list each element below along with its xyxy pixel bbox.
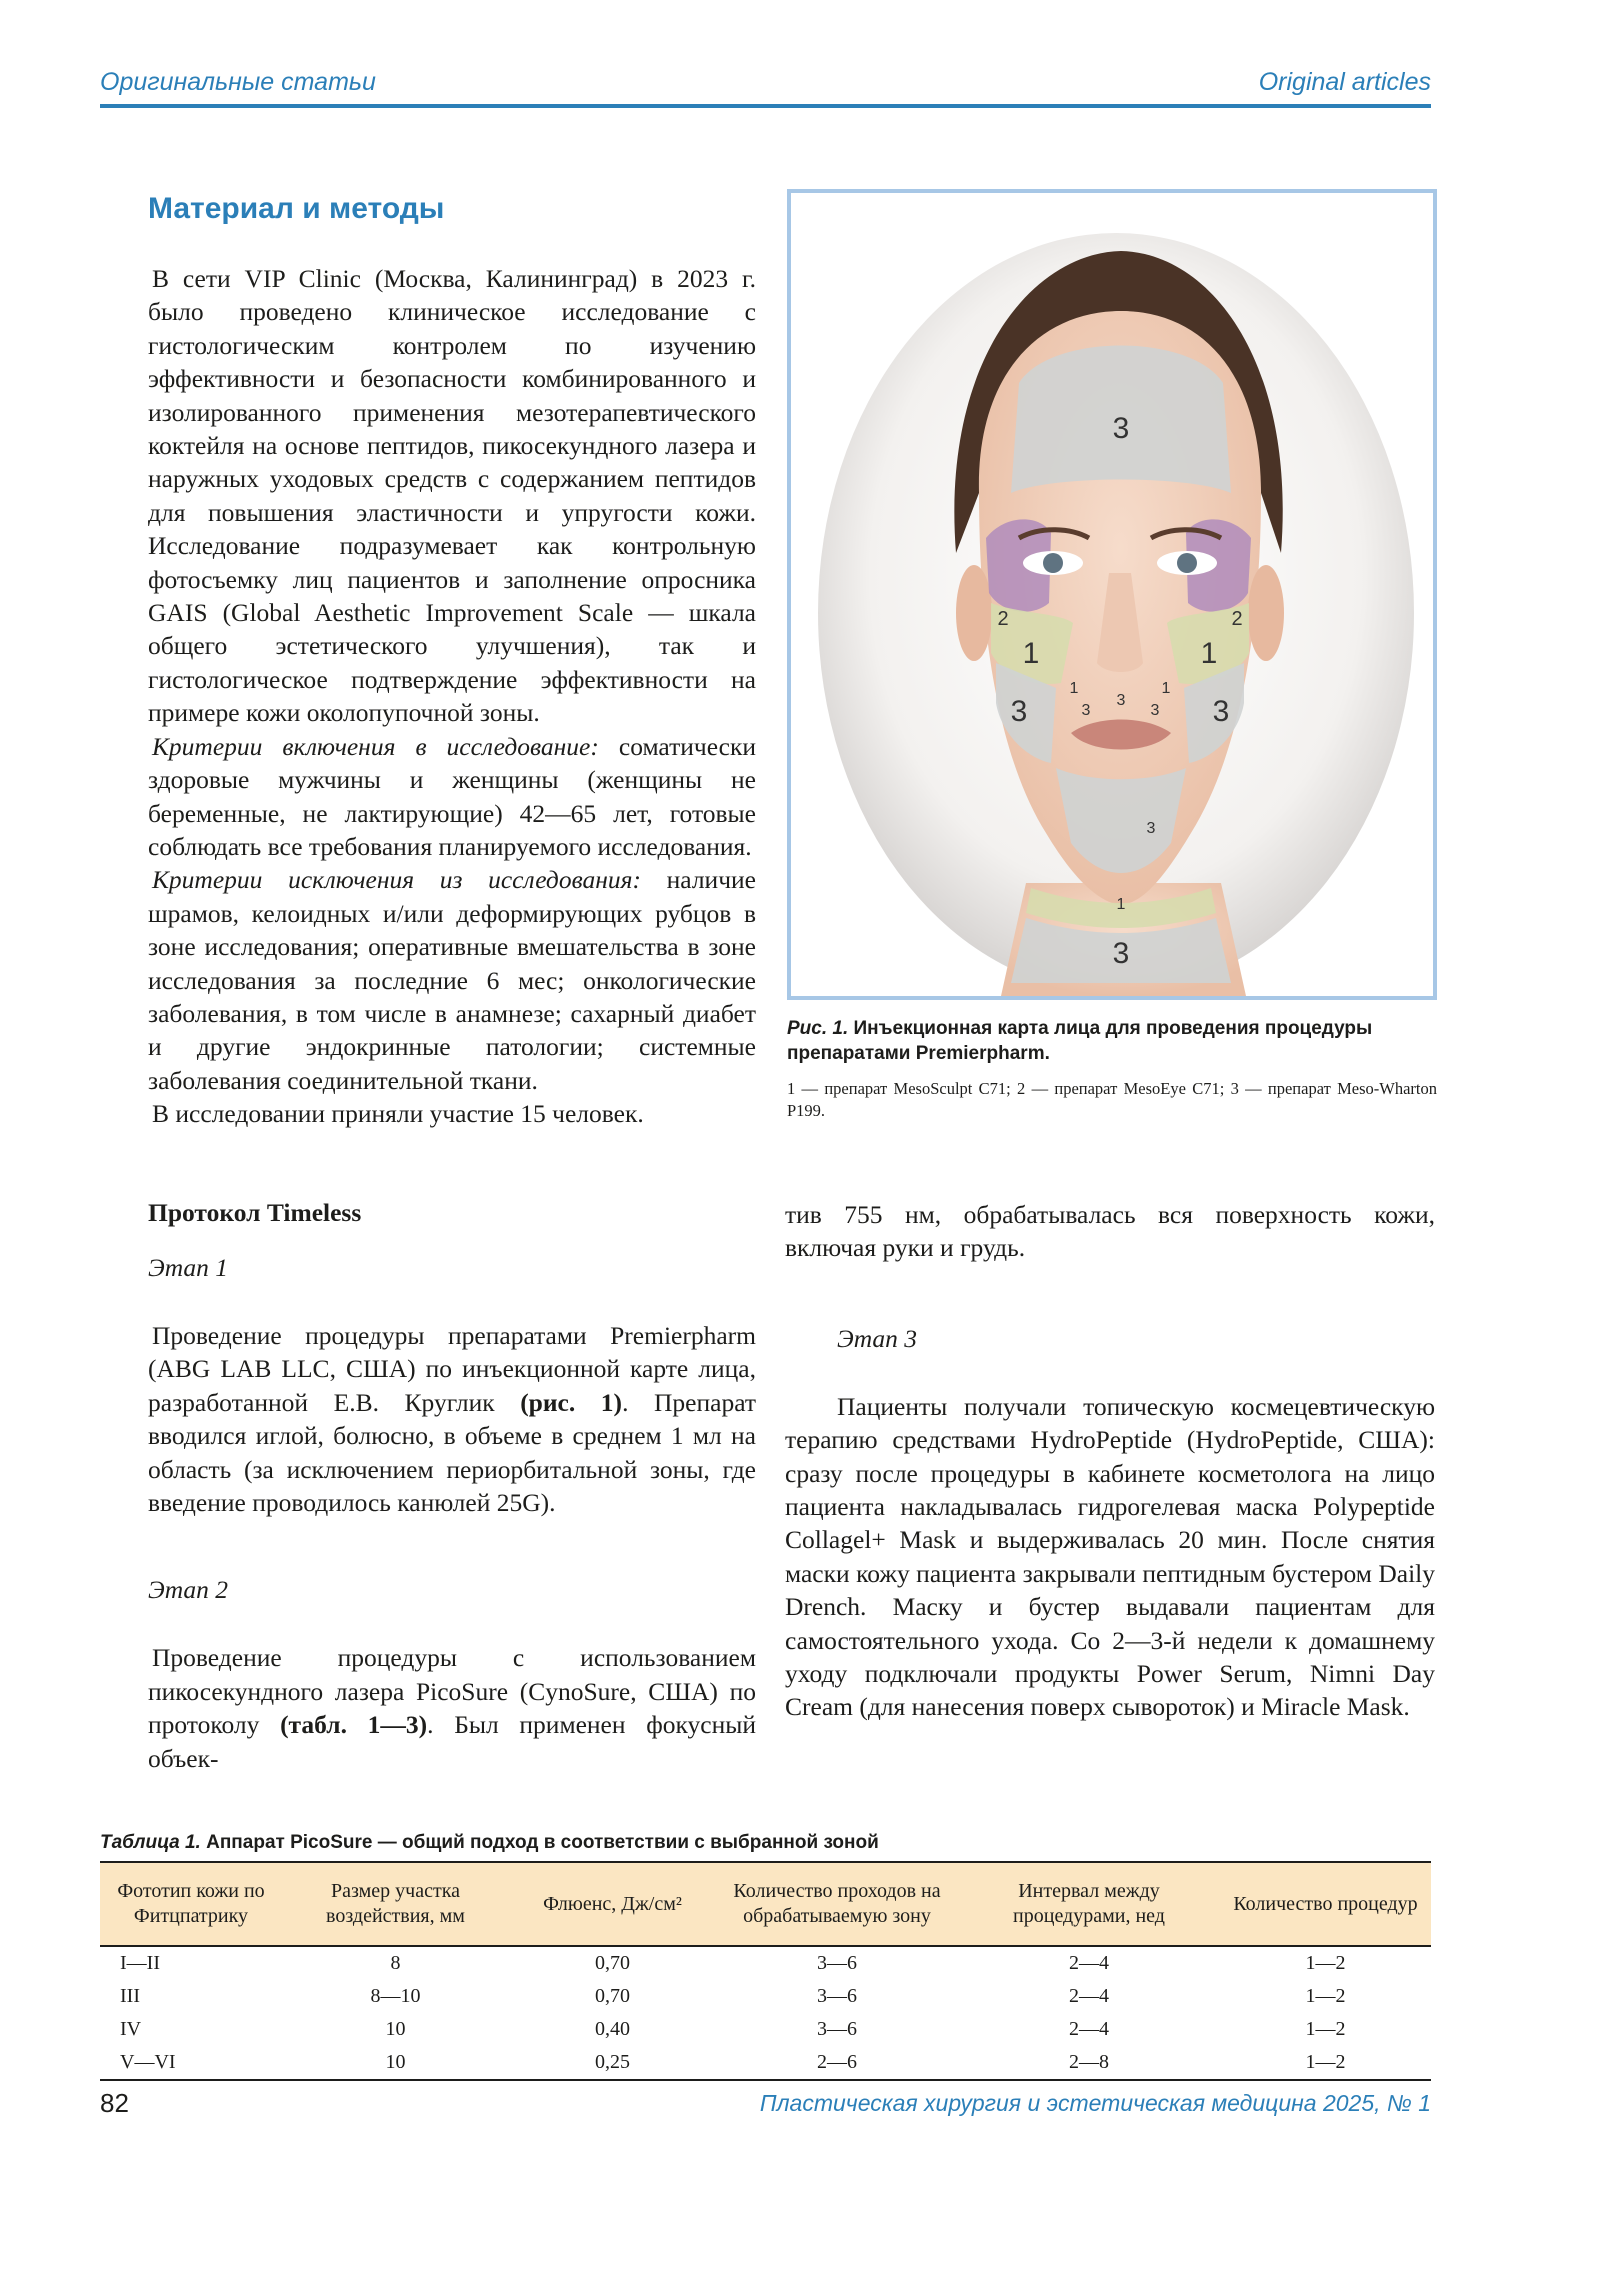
stage2-text-b: . Был применен фокусный объек- — [148, 1710, 757, 1773]
section-title — [148, 192, 756, 226]
table-cell: 3—6 — [817, 2018, 857, 2040]
stage1-text — [148, 1319, 756, 1519]
table-row — [100, 2046, 1431, 2080]
methods-body — [148, 262, 756, 1131]
table-cell: 0,25 — [509, 2046, 716, 2080]
label-cheek-left: 1 — [1022, 637, 1040, 670]
figure-frame — [787, 189, 1437, 1000]
label-forehead: 3 — [1112, 412, 1130, 445]
label-cheek-right: 1 — [1200, 637, 1218, 670]
label-neck: 3 — [1112, 937, 1130, 970]
inclusion-criteria — [148, 730, 756, 864]
participants-paragraph: В исследовании приняли участие 15 человек. — [152, 1099, 644, 1129]
table-cell: 2—4 — [1069, 1985, 1109, 2007]
table-cell: 1—2 — [1220, 2046, 1431, 2080]
table-cell: I—II — [120, 1952, 160, 1974]
running-header-right: Original articles — [1258, 68, 1431, 96]
table-cell: 1—2 — [1305, 2018, 1346, 2040]
journal-footer: Пластическая хирургия и эстетическая медицина 2025, № 1 — [759, 2090, 1431, 2116]
table-header-row — [100, 1862, 1431, 1946]
face-injection-map — [791, 193, 1433, 996]
table-cell: 2—4 — [1069, 2018, 1109, 2040]
label-eye-right: 2 — [1231, 608, 1243, 630]
table-row — [100, 2013, 1431, 2046]
stage2-heading: Этап 2 — [148, 1575, 229, 1605]
stage3-heading: Этап 3 — [837, 1323, 918, 1353]
table-caption — [100, 1832, 879, 1854]
col-procedures: Количество процедур — [1220, 1862, 1431, 1946]
methods-paragraph-1: В сети VIP Clinic (Москва, Калининград) в 2023 г. было проведено клиническое исследование с гистологическим контролем по изучению эффективности и безопасности комбинированного и изолированного применения мезотерапевтического коктейля на основе пептидов, пикосекундного лазера и наружных уходовых средств с содержанием пептидов для повышения эластичности и упругости кожи. Исследование подразумевает как контрольную фотосъемку лиц пациентов и заполнение опросника GAIS (Global Aesthetic Improvement Scale — шкала общего эстетического улучшения), так и гистологическое подтверждение эффективности на примере кожи околопупочной зоны. — [148, 264, 756, 728]
label-lowcheek-left: 3 — [1010, 695, 1028, 728]
table-cell: IV — [120, 2018, 142, 2040]
exclusion-label: Критерии исключения из исследования: — [152, 865, 641, 895]
table-title: Аппарат PicoSure — общий подход в соответствии с выбранной зоной — [200, 1832, 879, 1853]
table-cell: 0,40 — [595, 2018, 630, 2040]
table-cell: V—VI — [100, 2046, 282, 2080]
table-cell: 1—2 — [1305, 1985, 1346, 2007]
table-cell: 0,70 — [595, 1985, 630, 2007]
exclusion-criteria — [148, 863, 756, 1097]
protocol-title: Протокол Timeless — [148, 1198, 362, 1227]
col-fluence: Флюенс, Дж/см² — [509, 1862, 716, 1946]
header-rule — [100, 104, 1431, 108]
table-row — [100, 1946, 1431, 1980]
figure-title: Инъекционная карта лица для проведения процедуры препаратами Premierpharm. — [787, 1018, 1373, 1064]
label-lowcheek-right: 3 — [1212, 695, 1230, 728]
stage1-heading: Этап 1 — [148, 1253, 229, 1282]
table-cell: 2—4 — [1069, 1952, 1109, 1974]
table-cell: 8 — [390, 1952, 401, 1974]
label-noseside-right: 1 — [1161, 680, 1171, 697]
stage2-continuation: тив 755 нм, обрабатывалась вся поверхность кожи, включая руки и грудь. — [785, 1200, 1435, 1263]
col-phototype: Фототип кожи по Фитцпатрику — [100, 1862, 282, 1946]
picosure-table — [100, 1861, 1431, 2081]
label-neck-top: 1 — [1116, 896, 1126, 913]
label-nasolabial-left: 3 — [1081, 702, 1091, 719]
table-cell: 8—10 — [370, 1985, 421, 2007]
table-cell: 2—8 — [958, 2046, 1220, 2080]
stage3-text: Пациенты получали топическую космецевтическую терапию средствами HydroPeptide (HydroPeptide, США): сразу после процедуры в кабинете косметолога на лицо пациента накладывалась гидрогелевая маска Polypeptide Collagel+ Mask и выдерживалась 20 мин. После снятия маски кожу пациента закрывали пептидным бустером Daily Drench. Маску и бустер выдавали пациентам для самостоятельного ухода. Со 2—3-й недели к домашнему уходу подключали продукты Power Serum, Nimni Day Cream (для нанесения поверх сывороток) и Miracle Mask. — [785, 1391, 1435, 1722]
table-cell: 3—6 — [817, 1952, 857, 1974]
figure-caption — [787, 1016, 1437, 1066]
label-eye-left: 2 — [997, 608, 1009, 630]
section-heading: Материал и методы — [148, 192, 445, 225]
stage2-ref: (табл. 1—3) — [280, 1710, 428, 1740]
inclusion-text: соматически здоровые мужчины и женщины (женщины не беременные, не лактирующие) 42—65 лет, готовые соблюдать все требования планируемого исследования. — [148, 731, 756, 861]
protocol-right — [785, 1198, 1435, 1724]
stage1-text-a: Проведение процедуры препаратами Premierpharm (ABG LAB LLC, США) по инъекционной карте лица, разработанной Е.В. Круглик — [148, 1321, 756, 1417]
stage2-text — [148, 1641, 756, 1775]
table-row — [100, 1980, 1431, 2013]
table-label: Таблица 1. — [100, 1832, 201, 1853]
stage1-text-b: . Препарат вводился иглой, болюсно, в объеме в среднем 1 мл на область (за исключением периорбитальной зоны, где введение проводилось канюлей 25G). — [148, 1387, 756, 1518]
label-noseside-left: 1 — [1069, 680, 1079, 697]
stage2-text-a: Проведение процедуры с использованием пикосекундного лазера PicoSure (CynoSure, США) по протоколу — [148, 1643, 756, 1740]
ear-right — [1248, 565, 1284, 661]
protocol-left — [148, 1198, 756, 1775]
table-cell: 3—6 — [817, 1985, 857, 2007]
label-upper-lip: 3 — [1116, 692, 1126, 709]
inclusion-label: Критерии включения в исследование: — [152, 731, 599, 761]
col-passes: Количество проходов на обрабатываемую зону — [716, 1862, 958, 1946]
table-cell: 2—6 — [716, 2046, 958, 2080]
col-interval: Интервал между процедурами, нед — [958, 1862, 1220, 1946]
label-chin: 3 — [1146, 820, 1156, 837]
col-spot-size: Размер участка воздействия, мм — [282, 1862, 509, 1946]
table-cell: 10 — [385, 2018, 406, 2040]
table-cell: III — [120, 1985, 140, 2007]
figure-label: Рис. 1. — [787, 1018, 849, 1039]
ear-left — [956, 565, 992, 661]
stage1-ref: (рис. 1) — [520, 1387, 623, 1417]
page-number: 82 — [100, 2088, 129, 2118]
label-nasolabial-right: 3 — [1150, 702, 1160, 719]
table-cell: 10 — [282, 2046, 509, 2080]
table-cell: 0,70 — [595, 1952, 630, 1974]
figure-note: 1 — препарат MesoSculpt C71; 2 — препарат MesoEye C71; 3 — препарат Meso-Wharton P199. — [787, 1079, 1437, 1120]
table-cell: 1—2 — [1305, 1952, 1346, 1974]
running-header-left: Оригинальные статьи — [100, 68, 376, 96]
exclusion-text: наличие шрамов, келоидных и/или деформирующих рубцов в зоне исследования; оперативные вмешательства в зоне исследования за последние 6 мес; онкологические заболевания, в том числе в анамнезе; сахарный диабет и другие эндокринные патологии; системные заболевания соединительной ткани. — [148, 865, 756, 1095]
